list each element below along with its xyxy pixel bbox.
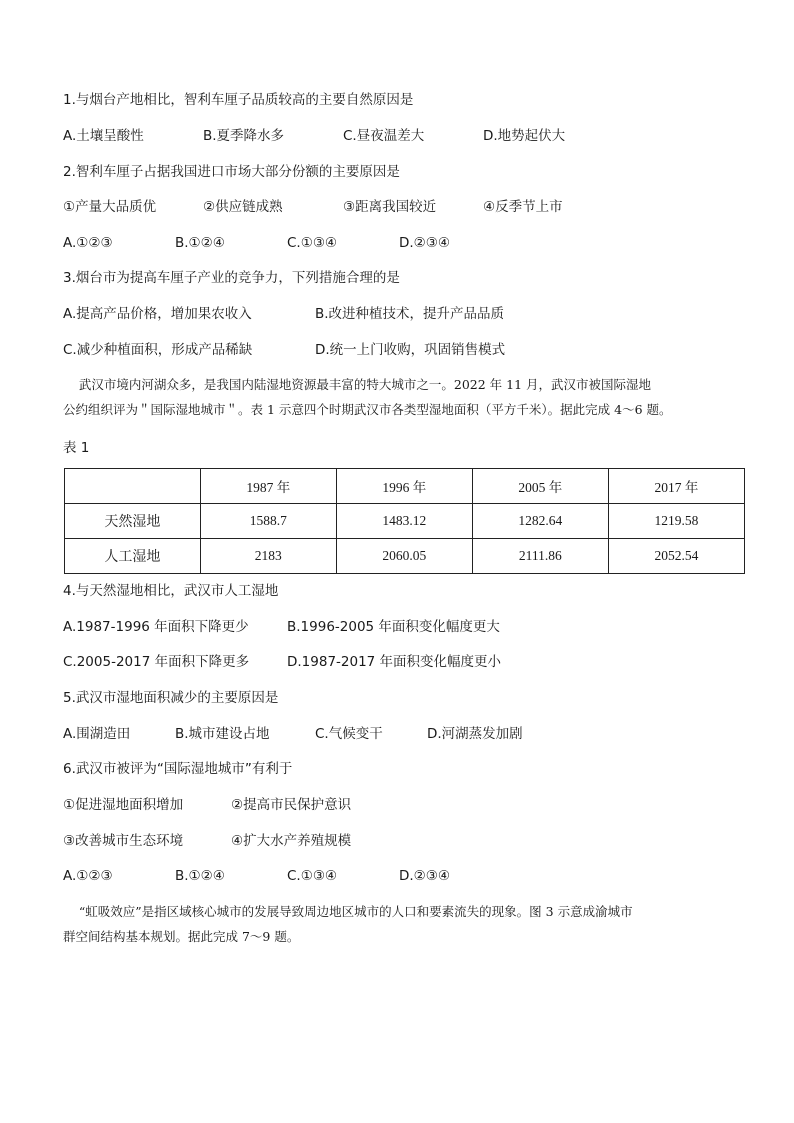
question-2-stem: 2.智利车厘子占据我国进口市场大部分份额的主要原因是 xyxy=(63,164,400,180)
q1-option-d: D.地势起伏大 xyxy=(483,128,566,144)
table-row xyxy=(65,539,745,574)
table-row xyxy=(65,504,745,539)
q4-option-c: C.2005-2017 年面积下降更多 xyxy=(63,654,250,670)
table-header-cell: 2017 年 xyxy=(608,469,744,504)
passage-wetland xyxy=(63,376,738,419)
question-5-stem: 5.武汉市湿地面积减少的主要原因是 xyxy=(63,690,279,706)
q6-statement-4: ④扩大水产养殖规模 xyxy=(231,833,352,849)
q1-option-a: A.土壤呈酸性 xyxy=(63,128,144,144)
q4-option-b: B.1996-2005 年面积变化幅度更大 xyxy=(287,619,500,635)
q2-option-c: C.①③④ xyxy=(287,235,338,251)
q2-option-d: D.②③④ xyxy=(399,235,450,251)
q6-statement-2: ②提高市民保护意识 xyxy=(231,797,352,813)
q2-statement-4: ④反季节上市 xyxy=(483,199,563,215)
passage-siphon-line-2: 群空间结构基本规划。据此完成 7～9 题。 xyxy=(63,929,300,944)
table-header-cell: 1996 年 xyxy=(336,469,472,504)
q3-option-b: B.改进种植技术，提升产品品质 xyxy=(315,306,505,322)
q2-option-b: B.①②④ xyxy=(175,235,225,251)
table-cell: 1219.58 xyxy=(608,504,744,539)
q5-option-b: B.城市建设占地 xyxy=(175,726,270,742)
q2-option-a: A.①②③ xyxy=(63,235,113,251)
q6-option-a: A.①②③ xyxy=(63,868,113,884)
question-1-stem: 1.与烟台产地相比，智利车厘子品质较高的主要自然原因是 xyxy=(63,92,414,108)
table-header-cell: 2005 年 xyxy=(472,469,608,504)
q6-option-b: B.①②④ xyxy=(175,868,225,884)
table-row-label: 天然湿地 xyxy=(65,504,201,539)
table-header-cell xyxy=(65,469,201,504)
q2-statement-2: ②供应链成熟 xyxy=(203,199,283,215)
q5-option-c: C.气候变干 xyxy=(315,726,383,742)
passage-wetland-line-2: 公约组织评为＂国际湿地城市＂。表 1 示意四个时期武汉市各类型湿地面积（平方千米）。据此完成 4～6 题。 xyxy=(63,402,672,417)
table-cell: 2111.86 xyxy=(472,539,608,574)
table-cell: 2052.54 xyxy=(608,539,744,574)
q3-option-a: A.提高产品价格，增加果农收入 xyxy=(63,306,252,322)
q5-option-d: D.河湖蒸发加剧 xyxy=(427,726,523,742)
q2-statement-1: ①产量大品质优 xyxy=(63,199,157,215)
question-4-stem: 4.与天然湿地相比，武汉市人工湿地 xyxy=(63,583,279,599)
question-3-stem: 3.烟台市为提高车厘子产业的竞争力，下列措施合理的是 xyxy=(63,270,400,286)
wetland-area-table xyxy=(64,468,745,574)
q2-statement-3: ③距离我国较近 xyxy=(343,199,437,215)
table-cell: 1483.12 xyxy=(336,504,472,539)
q6-option-d: D.②③④ xyxy=(399,868,450,884)
table-caption: 表 1 xyxy=(63,440,90,456)
passage-siphon-line-1: “虹吸效应”是指区域核心城市的发展导致周边地区城市的人口和要素流失的现象。图 3 示意成渝城市 xyxy=(63,904,633,919)
table-cell: 2183 xyxy=(200,539,336,574)
q1-option-c: C.昼夜温差大 xyxy=(343,128,425,144)
table-cell: 2060.05 xyxy=(336,539,472,574)
q3-option-c: C.减少种植面积，形成产品稀缺 xyxy=(63,342,253,358)
q6-option-c: C.①③④ xyxy=(287,868,338,884)
q6-statement-3: ③改善城市生态环境 xyxy=(63,833,184,849)
table-row-label: 人工湿地 xyxy=(65,539,201,574)
table-cell: 1588.7 xyxy=(200,504,336,539)
table-header-cell: 1987 年 xyxy=(200,469,336,504)
q4-option-a: A.1987-1996 年面积下降更少 xyxy=(63,619,249,635)
q3-option-d: D.统一上门收购，巩固销售模式 xyxy=(315,342,506,358)
q6-statement-1: ①促进湿地面积增加 xyxy=(63,797,184,813)
q5-option-a: A.围湖造田 xyxy=(63,726,131,742)
passage-siphon-effect xyxy=(63,903,738,946)
table-header-row xyxy=(65,469,745,504)
passage-wetland-line-1: 武汉市境内河湖众多，是我国内陆湿地资源最丰富的特大城市之一。2022 年 11 月，武汉市被国际湿地 xyxy=(63,377,652,392)
table-cell: 1282.64 xyxy=(472,504,608,539)
q1-option-b: B.夏季降水多 xyxy=(203,128,285,144)
question-6-stem: 6.武汉市被评为“国际湿地城市”有利于 xyxy=(63,761,293,777)
q4-option-d: D.1987-2017 年面积变化幅度更小 xyxy=(287,654,502,670)
